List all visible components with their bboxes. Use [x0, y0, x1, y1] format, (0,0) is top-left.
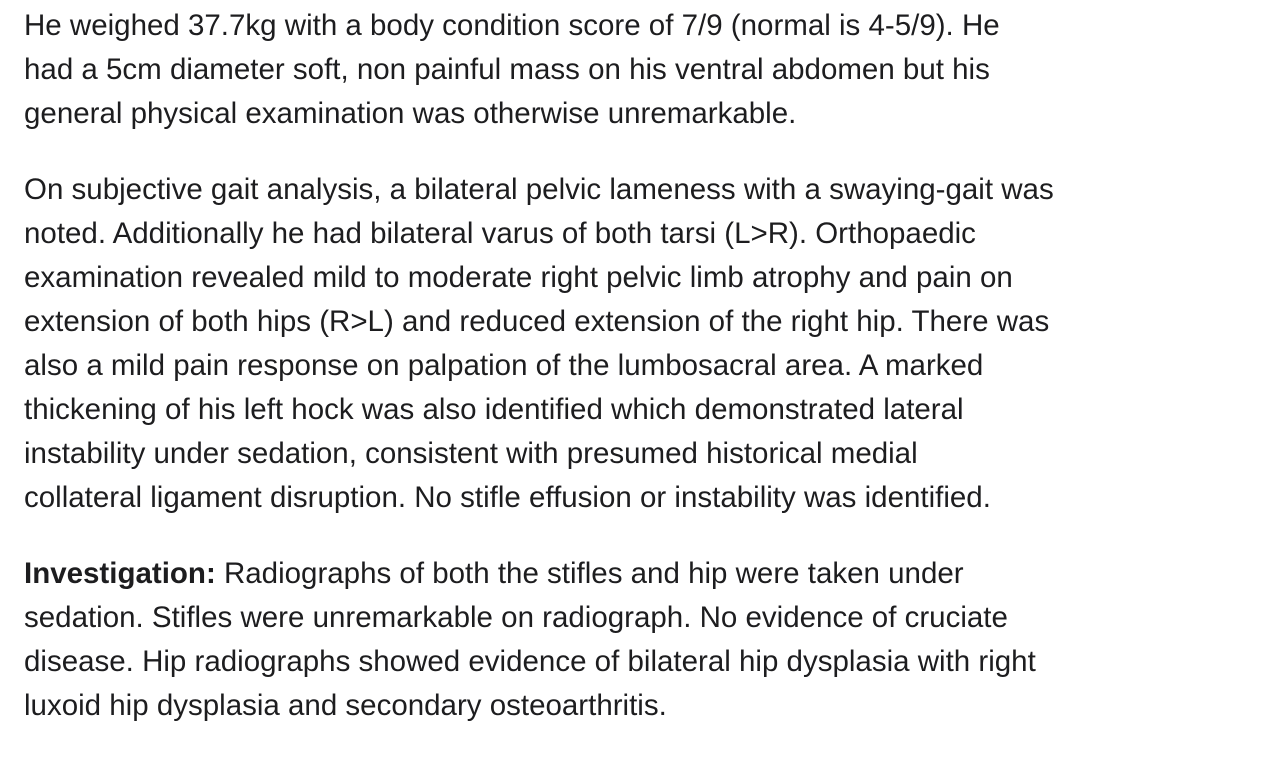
text-segment: Radiographs of both the stifles and hip were taken under [215, 557, 964, 590]
paragraph-investigation [24, 552, 1174, 728]
text-line: had a 5cm diameter soft, non painful mass on his ventral abdomen but his [24, 53, 990, 86]
document-body [24, 4, 1174, 760]
text-line: noted. Additionally he had bilateral varus of both tarsi (L>R). Orthopaedic [24, 217, 976, 250]
text-line [24, 552, 1174, 596]
text-line: He weighed 37.7kg with a body condition score of 7/9 (normal is 4-5/9). He [24, 9, 1000, 42]
paragraph-physical-exam [24, 4, 1174, 136]
text-line: sedation. Stifles were unremarkable on radiograph. No evidence of cruciate [24, 601, 1008, 634]
text-line: instability under sedation, consistent with presumed historical medial [24, 437, 918, 470]
text-line: general physical examination was otherwise unremarkable. [24, 97, 797, 130]
text-line: thickening of his left hock was also identified which demonstrated lateral [24, 393, 964, 426]
paragraph-gait-analysis [24, 168, 1174, 520]
text-line: extension of both hips (R>L) and reduced extension of the right hip. There was [24, 305, 1050, 338]
text-line: also a mild pain response on palpation of the lumbosacral area. A marked [24, 349, 984, 382]
text-line: examination revealed mild to moderate right pelvic limb atrophy and pain on [24, 261, 1013, 294]
text-line: collateral ligament disruption. No stifle effusion or instability was identified. [24, 481, 991, 514]
text-line: luxoid hip dysplasia and secondary osteoarthritis. [24, 689, 667, 722]
text-line: On subjective gait analysis, a bilateral pelvic lameness with a swaying-gait was [24, 173, 1054, 206]
section-heading: Investigation: [24, 557, 216, 590]
text-line: disease. Hip radiographs showed evidence of bilateral hip dysplasia with right [24, 645, 1036, 678]
